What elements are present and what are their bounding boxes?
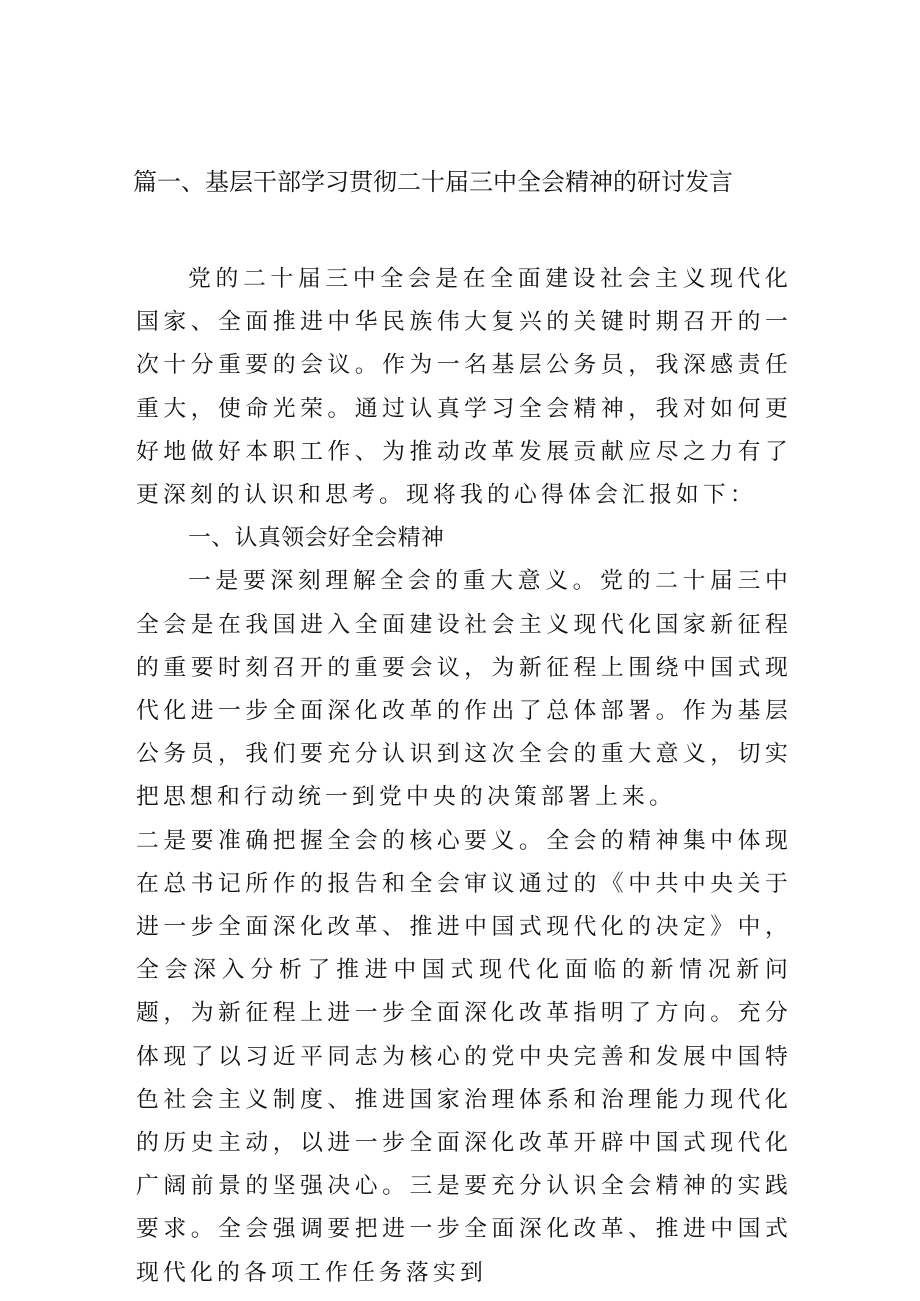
document-body: [136, 258, 792, 1295]
section-heading: 一、认真领会好全会精神: [188, 525, 445, 552]
body-paragraph: 一是要深刻理解全会的重大意义。党的二十届三中全会是在我国进入全面建设社会主义现代化国家新征程的重要时刻召开的重要会议，为新征程上围绕中国式现代化进一步全面深化改革的作出了总体部署。作为基层公务员，我们要充分认识到这次全会的重大意义，切实把思想和行动统一到党中央的决策部署上来。: [136, 568, 792, 811]
body-paragraph: 二是要准确把握全会的核心要义。全会的精神集中体现在总书记所作的报告和全会审议通过的《中共中央关于进一步全面深化改革、推进中国式现代化的决定》中，全会深入分析了推进中国式现代化面临的新情况新问题，为新征程上进一步全面深化改革指明了方向。充分体现了以习近平同志为核心的党中央完善和发展中国特色社会主义制度、推进国家治理体系和治理能力现代化的历史主动，以进一步全面深化改革开辟中国式现代化广阔前景的坚强决心。三是要充分认识全会精神的实践要求。全会强调要把进一步全面深化改革、推进中国式现代化的各项工作任务落实到: [136, 827, 792, 1286]
document-title: 篇一、基层干部学习贯彻二十届三中全会精神的研讨发言: [133, 168, 733, 196]
intro-paragraph: 党的二十届三中全会是在全面建设社会主义现代化国家、全面推进中华民族伟大复兴的关键时期召开的一次十分重要的会议。作为一名基层公务员，我深感责任重大，使命光荣。通过认真学习全会精神，我对如何更好地做好本职工作、为推动改革发展贡献应尽之力有了更深刻的认识和思考。现将我的心得体会汇报如下：: [136, 266, 792, 509]
